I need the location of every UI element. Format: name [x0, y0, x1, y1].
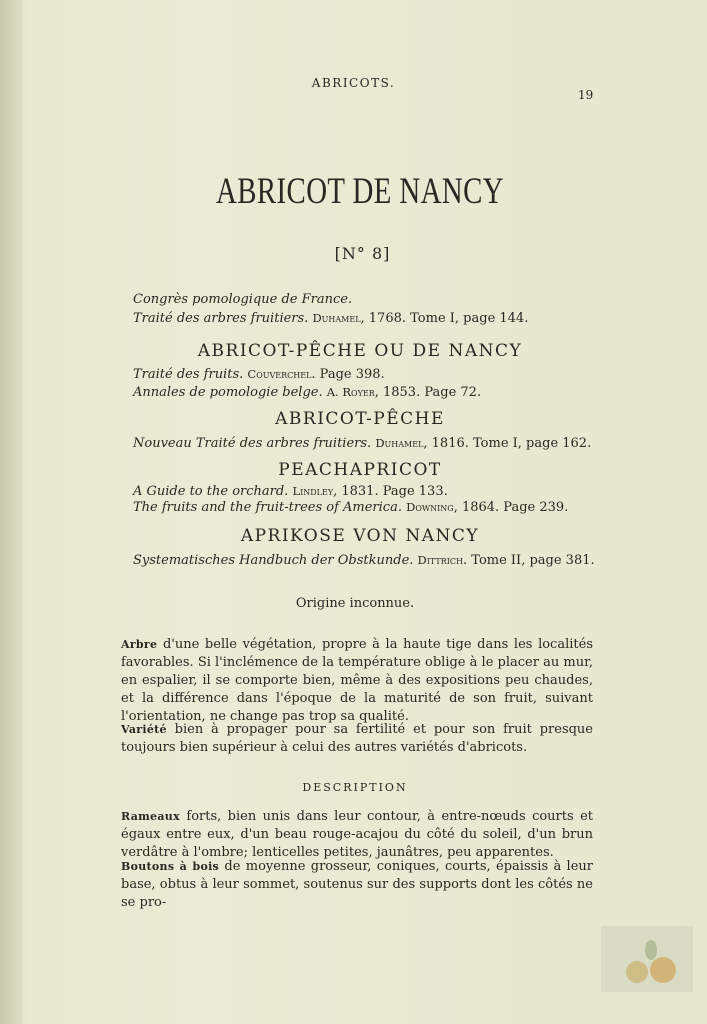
paragraph-variete: [121, 721, 593, 757]
paragraph-text: bien à propager pour sa fertilité et pour son fruit presque toujours bien supérieur à celui des autres variétés d'abricots.: [121, 722, 593, 755]
reference-work: Systematisches Handbuch der Obstkunde.: [133, 553, 414, 568]
reference-detail: , 1816. Tome I, page 162.: [423, 436, 592, 451]
synonym-heading: ABRICOT-PÊCHE: [275, 409, 445, 429]
reference-author: Downing: [406, 500, 454, 514]
reference-work: Annales de pomologie belge.: [133, 385, 323, 400]
reference-author: Duhamel: [312, 311, 361, 325]
apricot-icon: [601, 926, 693, 992]
reference-detail: . Tome II, page 381.: [463, 553, 595, 568]
variety-number: [N° 8]: [334, 244, 391, 263]
reference-work: A Guide to the orchard.: [133, 484, 289, 499]
synonym-heading: PEACHAPRICOT: [278, 460, 442, 480]
paragraph-lead: Rameaux: [121, 810, 180, 823]
paragraph-arbre: [121, 636, 593, 726]
reference-line: [133, 367, 385, 382]
paragraph-rameaux: [121, 808, 593, 862]
reference-author: Lindley: [292, 484, 334, 498]
reference-line: [133, 553, 595, 568]
origin-note: Origine inconnue.: [295, 596, 415, 611]
paragraph-lead: Variété: [121, 723, 167, 736]
synonym-heading: APRIKOSE VON NANCY: [240, 526, 480, 546]
synonym-heading: ABRICOT-PÊCHE OU DE NANCY: [197, 341, 523, 361]
reference-line: [133, 436, 591, 451]
reference-work: Traité des arbres fruitiers.: [133, 311, 309, 326]
reference-work: The fruits and the fruit-trees of America.: [133, 500, 402, 515]
reference-work: Traité des fruits.: [133, 367, 244, 382]
paragraph-text: de moyenne grosseur, coniques, courts, épaissis à leur base, obtus à leur sommet, soutenus sur des supports dont les côtés ne se pro-: [121, 859, 593, 910]
page-title: ABRICOT DE NANCY: [216, 171, 504, 212]
reference-detail: , 1831. Page 133.: [333, 484, 448, 499]
reference-detail: , 1768. Tome I, page 144.: [360, 311, 529, 326]
reference-detail: , 1853. Page 72.: [374, 385, 482, 400]
section-heading: DESCRIPTION: [302, 781, 408, 794]
reference-author: Couverchel: [247, 367, 312, 381]
reference-work: Nouveau Traité des arbres fruitiers.: [133, 436, 372, 451]
paragraph-text: d'une belle végétation, propre à la haute tige dans les localités favorables. Si l'inclémence de la température oblige à le placer au mur, en espalier, il se comporte bien, même à des expositions peu chaudes, et la différence dans l'époque de la maturité de son fruit, suivant l'orientation, ne change pas trop sa qualité.: [121, 637, 593, 724]
paragraph-lead: Arbre: [121, 638, 158, 651]
reference-work: Congrès pomologique de France.: [133, 292, 353, 307]
reference-line: [133, 311, 528, 326]
paragraph-boutons: [121, 858, 593, 912]
reference-line: [133, 385, 481, 400]
reference-author: A. Royer: [326, 385, 375, 399]
running-head: ABRICOTS.: [311, 76, 396, 90]
page-number: 19: [578, 88, 594, 102]
reference-line: [133, 500, 568, 515]
reference-author: Dittrich: [417, 553, 464, 567]
paragraph-text: forts, bien unis dans leur contour, à entre-nœuds courts et égaux entre eux, d'un beau rouge-acajou du côté du soleil, d'un brun verdâtre à l'ombre; lenticelles petites, jaunâtres, peu apparentes.: [121, 809, 593, 860]
reference-detail: , 1864. Page 239.: [453, 500, 569, 515]
paragraph-lead: Boutons à bois: [121, 860, 220, 873]
page-gutter: [0, 0, 22, 1024]
reference-line: [133, 484, 448, 499]
reference-detail: . Page 398.: [311, 367, 385, 382]
reference-author: Duhamel: [375, 436, 424, 450]
fruit-thumbnail-image: [601, 926, 693, 992]
reference-line: [133, 292, 352, 307]
